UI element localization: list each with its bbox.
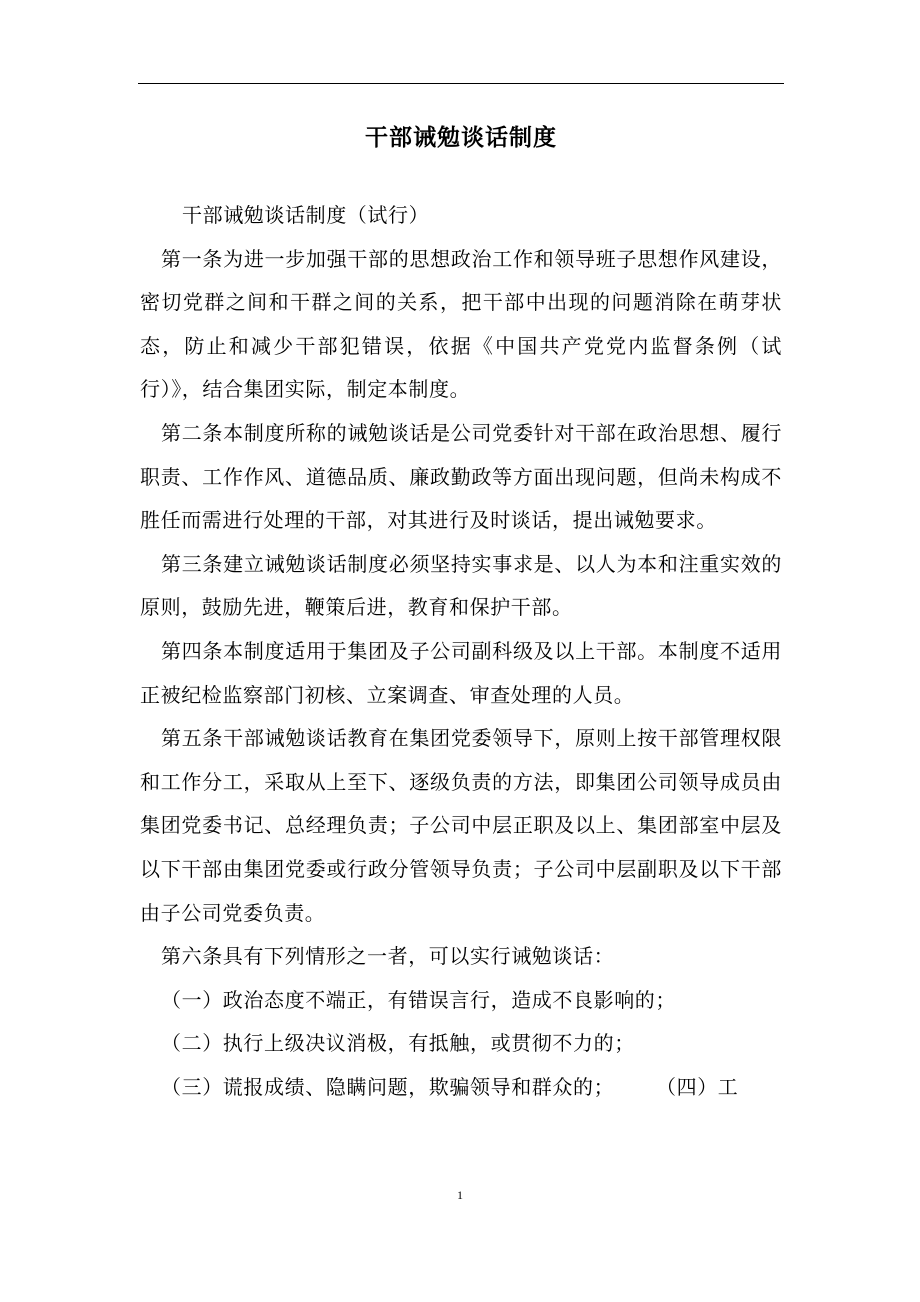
list-item-3: （三）谎报成绩、隐瞒问题，欺骗领导和群众的； （四）工 [161, 1074, 739, 1099]
document-title: 干部诫勉谈话制度 [365, 124, 557, 151]
article-6: 第六条具有下列情形之一者，可以实行诫勉谈话： [161, 944, 615, 969]
article-2: 第二条本制度所称的诫勉谈话是公司党委针对干部在政治思想、履行职责、工作作风、道德品质、廉政勤政等方面出现问题，但尚未构成不胜任而需进行处理的干部，对其进行及时谈话，提出诫勉要求。 [140, 420, 782, 533]
document-body [140, 194, 782, 1109]
list-item-2: （二）执行上级决议消极，有抵触，或贯彻不力的； [161, 1031, 635, 1056]
header-rule [138, 83, 784, 84]
article-4: 第四条本制度适用于集团及子公司副科级及以上干部。本制度不适用正被纪检监察部门初核、立案调查、审查处理的人员。 [140, 638, 782, 707]
article-5: 第五条干部诫勉谈话教育在集团党委领导下，原则上按干部管理权限和工作分工，采取从上至下、逐级负责的方法，即集团公司领导成员由集团党委书记、总经理负责；子公司中层正职及以上、集团部室中层及以下干部由集团党委或行政分管领导负责；子公司中层副职及以下干部由子公司党委负责。 [140, 726, 782, 925]
article-3: 第三条建立诫勉谈话制度必须坚持实事求是、以人为本和注重实效的原则，鼓励先进，鞭策后进，教育和保护干部。 [140, 551, 782, 620]
page-number: 1 [457, 1188, 463, 1202]
document-subtitle: 干部诫勉谈话制度（试行） [182, 203, 430, 227]
article-1: 第一条为进一步加强干部的思想政治工作和领导班子思想作风建设，密切党群之间和干群之间的关系，把干部中出现的问题消除在萌芽状态，防止和减少干部犯错误，依据《中国共产党党内监督条例（试行）》，结合集团实际，制定本制度。 [140, 246, 782, 402]
list-item-1: （一）政治态度不端正，有错误言行，造成不良影响的； [161, 987, 676, 1012]
